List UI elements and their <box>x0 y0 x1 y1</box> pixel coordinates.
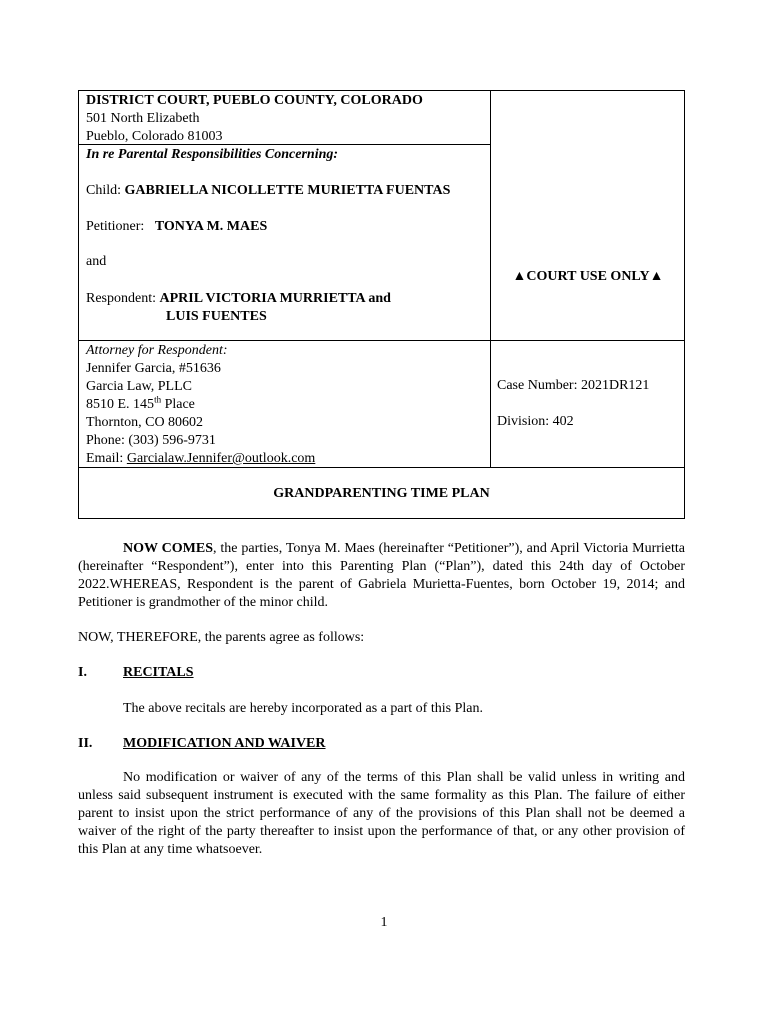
respondent-name-1: APRIL VICTORIA MURRIETTA and <box>159 291 391 306</box>
child-name: GABRIELLA NICOLLETTE MURIETTA FUENTAS <box>124 183 451 198</box>
intro-bold: NOW COMES <box>123 541 213 556</box>
document-title: GRANDPARENTING TIME PLAN <box>273 486 490 501</box>
section-1-heading <box>78 664 194 682</box>
and-text: and <box>86 254 107 269</box>
caption-divider-parties <box>79 340 684 341</box>
court-address-line-1: 501 North Elizabeth <box>86 111 200 126</box>
attorney-block <box>86 342 315 468</box>
court-address-line-2: Pueblo, Colorado 81003 <box>86 129 223 144</box>
section-2-text: No modification or waiver of any of the terms of this Plan shall be valid unless in writing and unless said subsequent instrument is executed with the same formality as this Plan. The failure of either parent to insist upon the strict performance of any of the provisions of this Plan shall not be deemed a waiver of the right of the party thereafter to insist upon the performance of that, or any other provision of this Plan at any time whatsoever. <box>78 770 685 857</box>
firm-street-address: 8510 E. 145th Place <box>86 394 195 412</box>
attorney-name: Jennifer Garcia, #51636 <box>86 361 221 376</box>
intro-text: , the parties, Tonya M. Maes (hereinafter “Petitioner”), and April Victoria Murrietta (hereinafter “Respondent”), enter into this Parenting Plan (“Plan”), dated this 24th day of October 2022.WHEREAS, Respondent is the parent of Gabriela Murietta-Fuentes, born October 19, 2014; and Petitioner is grandmother of the minor child. <box>78 541 685 610</box>
page-number: 1 <box>380 915 388 930</box>
intro-paragraph <box>78 540 685 612</box>
court-name: DISTRICT COURT, PUEBLO COUNTY, COLORADO <box>86 93 423 108</box>
respondent-label: Respondent: <box>86 291 156 306</box>
respondent-line <box>86 290 450 308</box>
parties-block <box>86 146 450 326</box>
firm-email-line <box>86 450 315 468</box>
in-re-heading: In re Parental Responsibilities Concerning: <box>86 147 339 162</box>
attorney-label: Attorney for Respondent: <box>86 343 228 358</box>
petitioner-name: TONYA M. MAES <box>154 219 268 234</box>
therefore-paragraph: NOW, THEREFORE, the parents agree as follows: <box>78 630 365 645</box>
division: Division: 402 <box>497 414 574 429</box>
section-1-title: RECITALS <box>123 665 194 680</box>
section-2-paragraph <box>78 769 685 859</box>
child-label: Child: <box>86 183 122 198</box>
court-use-only-label: ▲COURT USE ONLY▲ <box>512 269 664 284</box>
section-1-number: I. <box>78 665 87 680</box>
firm-phone: Phone: (303) 596-9731 <box>86 433 216 448</box>
section-2-heading <box>78 735 326 753</box>
case-caption-table <box>78 90 685 519</box>
case-info-block <box>497 377 649 431</box>
court-block <box>86 92 423 146</box>
petitioner-label: Petitioner: <box>86 219 145 234</box>
firm-name: Garcia Law, PLLC <box>86 379 192 394</box>
child-line <box>86 182 450 200</box>
firm-city-address: Thornton, CO 80602 <box>86 415 204 430</box>
section-1-text: The above recitals are hereby incorporated as a part of this Plan. <box>123 701 483 716</box>
section-2-title: MODIFICATION AND WAIVER <box>123 736 326 751</box>
case-number: Case Number: 2021DR121 <box>497 378 650 393</box>
petitioner-line <box>86 218 450 236</box>
email-label: Email: <box>86 451 127 466</box>
respondent-name-2: LUIS FUENTES <box>166 309 267 324</box>
section-2-number: II. <box>78 736 93 751</box>
email-link[interactable]: Garcialaw.Jennifer@outlook.com <box>126 451 316 466</box>
